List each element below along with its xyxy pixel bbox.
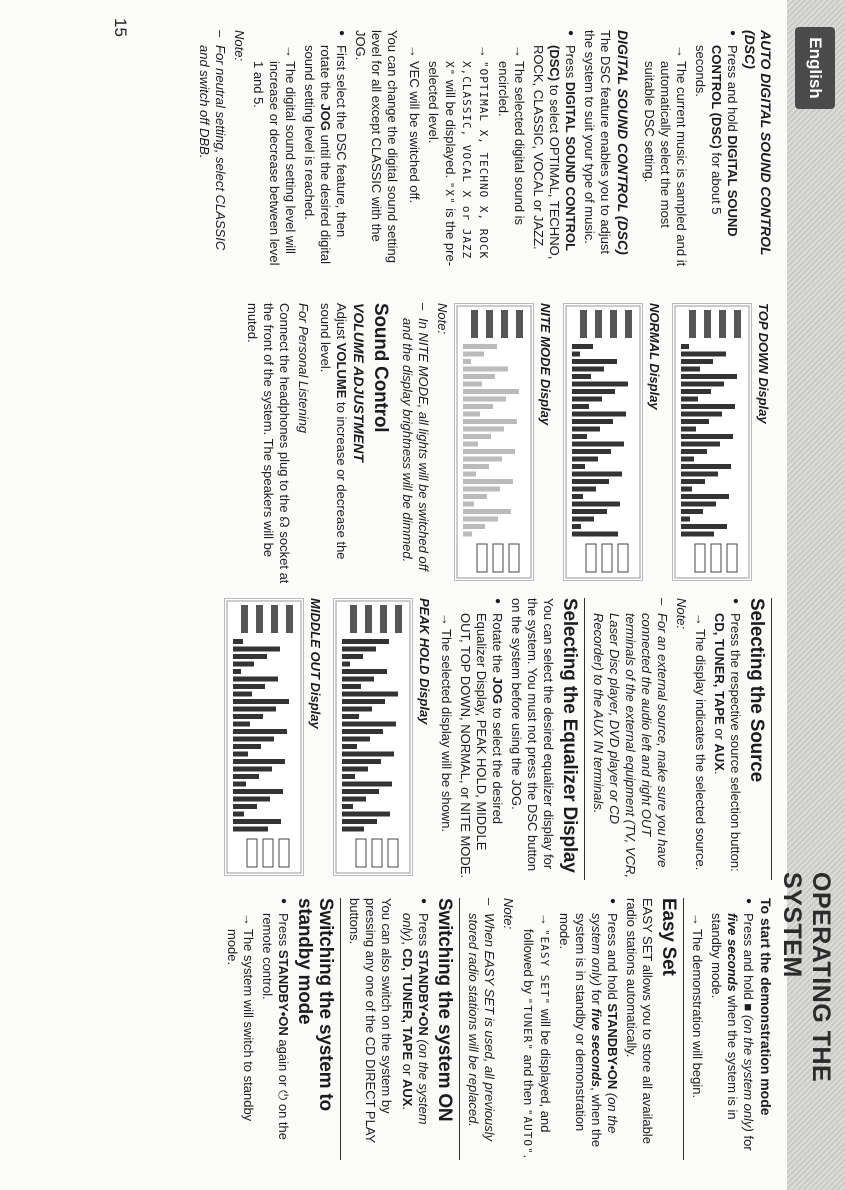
eq-bar: [572, 359, 617, 364]
eq-bar: [463, 479, 513, 484]
eq-bar: [572, 524, 581, 529]
eq-bar: [342, 782, 392, 787]
header-band: [778, 0, 845, 1190]
display-indicator: [580, 310, 587, 338]
eq-bar: [681, 479, 705, 484]
divider: [459, 898, 460, 1160]
eq-bar: [681, 442, 720, 447]
volume-heading: VOLUME ADJUSTMENT: [351, 303, 367, 462]
eq-bar: [233, 639, 243, 644]
nite-mode-display: [454, 303, 534, 581]
eq-bar: [342, 767, 368, 772]
divider: [683, 898, 684, 1160]
easy-set-note-label: Note:: [501, 898, 516, 930]
eq-bar: [572, 532, 618, 537]
eq-bar: [463, 427, 504, 432]
display-indicator: [493, 544, 503, 572]
column-3: [220, 598, 777, 880]
eq-bar: [342, 722, 396, 727]
eq-bar: [233, 729, 287, 734]
eq-bar: [572, 502, 620, 507]
demo-step: ● Press and hold ■ (on the system only) for five seconds when the system is in standby mode.: [708, 898, 756, 1160]
display-indicator: [388, 839, 398, 867]
eq-bar: [342, 797, 366, 802]
eq-bar: [233, 744, 261, 749]
eq-bar: [572, 487, 596, 492]
display-indicator: [356, 839, 366, 867]
easy-set-intro: EASY SET allows you to store all available radio stations automatically.: [624, 898, 655, 1144]
eq-bar: [233, 767, 272, 772]
display-indicator: [241, 605, 248, 633]
display-indicator: [286, 605, 293, 633]
eq-bar: [681, 502, 716, 507]
eq-bar: [681, 449, 707, 454]
page-number: 15: [111, 18, 130, 37]
divider: [584, 598, 585, 880]
source-note-label: Note:: [674, 598, 689, 630]
display-indicator: [509, 544, 519, 572]
eq-bar: [463, 434, 491, 439]
eq-bar: [342, 759, 381, 764]
eq-bar: [342, 827, 364, 832]
display-indicator: [372, 839, 382, 867]
equalizer-result: → The selected display will be shown.: [438, 598, 454, 880]
peak-hold-display: [333, 598, 413, 876]
eq-bar: [681, 404, 735, 409]
eq-bar: [233, 752, 248, 757]
eq-bar: [233, 797, 270, 802]
display-indicator: [727, 544, 737, 572]
display-indicator: [595, 310, 602, 338]
dsc-heading: DIGITAL SOUND CONTROL (DSC): [615, 30, 631, 255]
eq-bar: [463, 472, 476, 477]
eq-bar: [681, 524, 727, 529]
eq-bar: [233, 774, 259, 779]
eq-bar: [681, 464, 731, 469]
eq-bar: [572, 464, 585, 469]
sound-control-heading: Sound Control: [370, 303, 391, 433]
eq-bar: [342, 714, 359, 719]
display-indicator: [350, 605, 357, 633]
display-indicator: [516, 310, 523, 338]
eq-bar: [233, 684, 265, 689]
normal-title: NORMAL Display: [647, 303, 662, 410]
auto-dsc-step: ● Press and hold DIGITAL SOUND CONTROL (DSC) for about 5 seconds.: [692, 30, 740, 270]
eq-bar: [572, 374, 591, 379]
eq-bar: [463, 404, 493, 409]
standby-step: ● Press STANDBY•ON again or ⏻ on the remote control.: [259, 898, 291, 1160]
eq-bar: [463, 359, 471, 364]
eq-bar: [342, 812, 390, 817]
eq-bar: [463, 352, 484, 357]
dsc-level-step: ● First select the DSC feature, then rotate the JOG until the desired digital sound setting level is reached.: [301, 30, 349, 270]
normal-display: [563, 303, 643, 581]
eq-bar: [233, 714, 263, 719]
eq-bar: [463, 389, 519, 394]
display-indicator: [247, 839, 257, 867]
display-indicator: [279, 839, 289, 867]
display-indicator: [501, 310, 508, 338]
equalizer-step: ● Rotate the JOG to select the desired Equalizer Display, PEAK HOLD, MIDDLE OUT, TOP DOWN, NORMAL, or NITE MODE.: [457, 598, 505, 880]
eq-bar: [342, 647, 376, 652]
eq-bar: [463, 532, 472, 537]
eq-bar: [463, 494, 487, 499]
auto-dsc-result: → The current music is sampled and it automatically select the most suitable DSC setting.: [641, 30, 689, 270]
eq-bar: [233, 827, 268, 832]
dsc-level-result: → The digital sound setting level will increase or decrease between level 1 and 5.: [250, 30, 298, 270]
middle-out-display: [224, 598, 304, 876]
display-indicator: [689, 310, 696, 338]
eq-bar: [572, 412, 626, 417]
eq-bar: [681, 457, 694, 462]
top-down-title: TOP DOWN Display: [756, 303, 771, 424]
display-indicator: [625, 310, 632, 338]
eq-bar: [233, 647, 280, 652]
eq-bar: [342, 737, 370, 742]
eq-bar: [572, 344, 593, 349]
eq-bar: [342, 699, 385, 704]
eq-bar: [572, 434, 587, 439]
eq-bar: [233, 662, 254, 667]
switch-on-step: ● Press STANDBY•ON (on the system only), CD, TUNER, TAPE or AUX.: [399, 898, 431, 1160]
eq-bar: [463, 367, 508, 372]
equalizer-heading: Selecting the Equalizer Display: [559, 598, 580, 873]
display-indicator: [734, 310, 741, 338]
eq-bar: [681, 367, 700, 372]
eq-bar: [572, 427, 600, 432]
eq-bar: [233, 677, 278, 682]
eq-bar: [463, 457, 502, 462]
eq-bar: [681, 389, 711, 394]
eq-bar: [463, 464, 489, 469]
eq-bar: [681, 532, 714, 537]
stop-icon: ■: [741, 1003, 756, 1012]
dsc-intro: The DSC feature enables you to adjust the system to suit your type of music.: [582, 30, 613, 255]
eq-bar: [572, 509, 607, 514]
eq-bar: [233, 699, 289, 704]
display-indicator: [380, 605, 387, 633]
eq-bar: [233, 812, 244, 817]
dsc-note: – For neutral setting, select CLASSIC and switch off DBB.: [196, 30, 228, 270]
eq-bar: [572, 457, 598, 462]
eq-bar: [342, 752, 394, 757]
demo-result: → The demonstration will begin.: [689, 898, 705, 1160]
nite-note: – In NITE MODE, all lights will be switched off and the display brightness will be dimmed.: [399, 303, 431, 588]
eq-bar: [463, 412, 480, 417]
eq-bar: [233, 789, 283, 794]
eq-bar: [681, 494, 729, 499]
eq-bar: [463, 449, 515, 454]
eq-bar: [342, 774, 355, 779]
eq-bar: [463, 524, 485, 529]
eq-bar: [233, 737, 274, 742]
eq-bar: [463, 517, 498, 522]
eq-bar: [463, 344, 497, 349]
middle-out-title: MIDDLE OUT Display: [308, 598, 323, 729]
eq-bar: [463, 487, 500, 492]
eq-bar: [681, 509, 703, 514]
eq-bar: [572, 472, 622, 477]
eq-bar: [233, 722, 250, 727]
eq-bar: [572, 442, 624, 447]
switch-on-paragraph: You can also switch on the system by pressing any one of the CD DIRECT PLAY buttons.: [347, 898, 394, 1143]
display-indicator: [618, 544, 628, 572]
eq-bar: [342, 819, 377, 824]
divider: [771, 598, 772, 880]
demo-heading: To start the demonstration mode: [758, 898, 774, 1116]
display-indicator: [486, 310, 493, 338]
eq-bar: [233, 782, 246, 787]
eq-bar: [342, 684, 361, 689]
eq-bar: [572, 517, 594, 522]
equalizer-intro: You can select the desired equalizer display for the system. You must not press the DSC button on the system before using the JOG.: [509, 598, 556, 872]
nite-note-label: Note:: [435, 303, 450, 335]
top-down-display: [672, 303, 752, 581]
display-indicator: [704, 310, 711, 338]
eq-bar: [463, 374, 495, 379]
eq-bar: [681, 517, 690, 522]
display-indicator: [395, 605, 402, 633]
source-note: – For an external source, make sure you have connected the audio left and right OUT terminals of the external equipment (TV, VCR, Laser Disc player, DVD player or CD Recorder) to the AUX IN terminals.: [590, 598, 670, 880]
dsc-result-1: → The selected digital sound is encircled.: [495, 30, 527, 270]
divider: [340, 898, 341, 1160]
eq-bar: [572, 367, 604, 372]
eq-bar: [681, 374, 737, 379]
display-indicator: [711, 544, 721, 572]
eq-bar: [681, 344, 689, 349]
eq-bar: [233, 692, 252, 697]
dsc-step: ● Press DIGITAL SOUND CONTROL (DSC) to select OPTIMAL, TECHNO, ROCK, CLASSIC, VOCAL or JAZZ.: [530, 30, 578, 270]
eq-bar: [681, 412, 722, 417]
eq-bar: [233, 819, 281, 824]
eq-bar: [342, 804, 353, 809]
display-indicator: [602, 544, 612, 572]
eq-bar: [572, 352, 580, 357]
eq-bar: [681, 487, 692, 492]
eq-bar: [342, 729, 383, 734]
peak-hold-title: PEAK HOLD Display: [417, 598, 432, 725]
easy-set-heading: Easy Set: [658, 898, 679, 976]
eq-bar: [342, 662, 350, 667]
column-2: [241, 303, 777, 588]
display-indicator: [471, 310, 478, 338]
display-indicator: [719, 310, 726, 338]
standby-result: → The system will switch to standby mode.: [224, 898, 256, 1160]
eq-bar: [681, 472, 718, 477]
eq-bar: [572, 479, 609, 484]
eq-bar: [342, 789, 379, 794]
easy-set-step: ● Press and hold STANDBY•ON (on the system only) for five seconds, when the system is in standby or demonstration mode.: [556, 898, 620, 1160]
source-result: → The display indicates the selected source.: [692, 598, 708, 880]
eq-bar: [463, 382, 482, 387]
eq-bar: [681, 397, 698, 402]
eq-bar: [463, 397, 506, 402]
easy-set-note: – When EASY SET is used, all previously stored radio stations will be replaced.: [465, 898, 497, 1160]
eq-bar: [463, 442, 478, 447]
eq-bar: [681, 434, 733, 439]
display-indicator: [586, 544, 596, 572]
standby-heading: Switching the system to standby mode: [294, 898, 336, 1111]
eq-bar: [463, 502, 474, 507]
volume-text: Adjust VOLUME to increase or decrease the sound level.: [318, 303, 349, 560]
eq-bar: [233, 707, 276, 712]
dsc-result-2: → "OPTIMAL X, TECHNO X, ROCK X,CLASSIC, VOCAL X or JAZZ X" will be displayed. "X" is the pre-selected level.: [425, 30, 492, 270]
eq-bar: [342, 707, 372, 712]
eq-bar: [681, 419, 709, 424]
eq-bar: [681, 382, 724, 387]
eq-bar: [572, 494, 583, 499]
auto-dsc-heading: AUTO DIGITAL SOUND CONTROL (DSC): [742, 30, 774, 256]
source-step: ● Press the respective source selection button: CD, TUNER, TAPE or AUX.: [711, 598, 743, 880]
eq-bar: [572, 382, 628, 387]
source-heading: Selecting the Source: [746, 598, 767, 782]
eq-bar: [681, 352, 726, 357]
eq-bar: [463, 509, 511, 514]
eq-bar: [572, 419, 613, 424]
language-tab: English: [795, 27, 835, 109]
eq-bar: [233, 759, 285, 764]
display-indicator: [365, 605, 372, 633]
eq-bar: [342, 692, 398, 697]
dsc-level-paragraph: You can change the digital sound setting level for all except CLASSIC with the JOG.: [353, 30, 400, 263]
eq-bar: [233, 669, 241, 674]
switch-on-heading: Switching the system ON: [434, 898, 455, 1122]
eq-bar: [681, 427, 696, 432]
eq-bar: [572, 449, 611, 454]
personal-listening-title: For Personal Listening: [296, 303, 311, 434]
eq-bar: [233, 654, 267, 659]
eq-bar: [572, 397, 602, 402]
eq-bar: [342, 669, 387, 674]
display-indicator: [263, 839, 273, 867]
eq-bar: [463, 419, 517, 424]
eq-bar: [233, 804, 257, 809]
dsc-result-3: → VEC will be switched off.: [406, 30, 422, 270]
dsc-note-label: Note:: [232, 30, 247, 62]
display-indicator: [477, 544, 487, 572]
personal-listening-text: Connect the headphones plug to the ☊ socket at the front of the system. The speakers will be muted.: [245, 303, 292, 584]
section-title: OPERATING THE SYSTEM: [778, 872, 835, 1083]
display-indicator: [271, 605, 278, 633]
eq-bar: [342, 654, 363, 659]
eq-bar: [572, 389, 615, 394]
eq-bar: [572, 404, 589, 409]
eq-bar: [342, 639, 389, 644]
easy-set-result: → "EASY SET" will be displayed, and followed by "TUNER" and then "AUTO".: [519, 898, 553, 1160]
eq-bar: [681, 359, 713, 364]
display-indicator: [256, 605, 263, 633]
display-indicator: [695, 544, 705, 572]
nite-mode-title: NITE MODE Display: [538, 303, 553, 426]
eq-bar: [342, 744, 357, 749]
column-4: [221, 898, 777, 1160]
column-1: [193, 30, 777, 270]
display-indicator: [610, 310, 617, 338]
eq-bar: [342, 677, 374, 682]
